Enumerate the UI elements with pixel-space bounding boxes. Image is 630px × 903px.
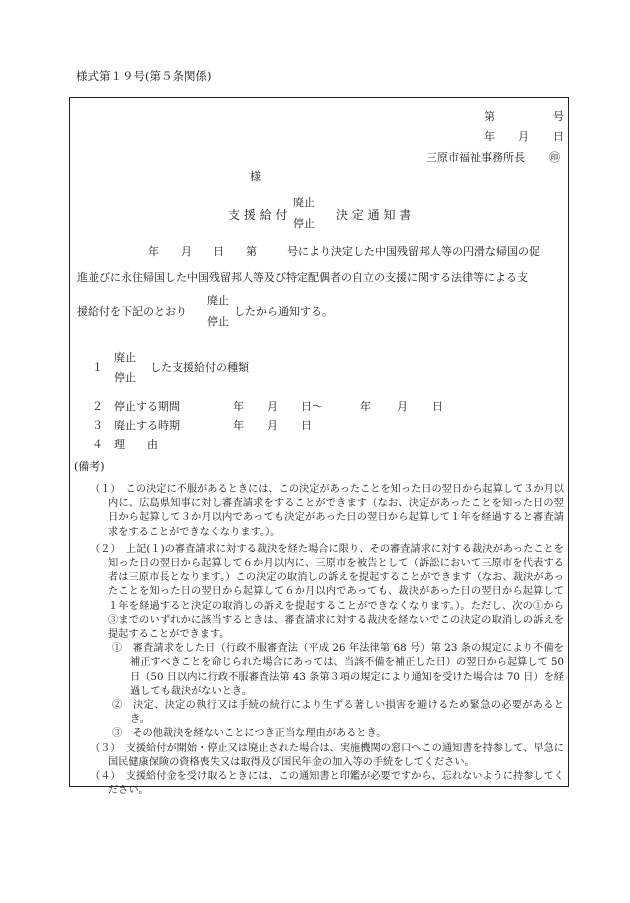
- notes-heading: (備考): [74, 460, 105, 473]
- item4-label: 理 由: [114, 438, 158, 451]
- notice-form-box: [69, 97, 569, 797]
- date-year: 年: [484, 130, 495, 143]
- issuer-name: 三原市福祉事務所長: [426, 151, 525, 164]
- item2-label: 停止する期間: [114, 400, 180, 413]
- number-dai: 第: [484, 110, 495, 123]
- item2-day: 日～: [301, 400, 323, 413]
- item3-number: ３: [92, 419, 103, 432]
- note-3: （３） 支援給付が開始・停止又は廃止された場合は、実施機関の窓口へこの通知書を持参して、早急に国民健康保険の資格喪失又は取得及び国民年金の加入等の手続をしてください。: [90, 742, 564, 768]
- item3-day: 日: [301, 419, 312, 432]
- number-go: 号: [553, 110, 564, 123]
- recipient-sama: 様: [250, 170, 261, 183]
- body-day: 日: [213, 245, 224, 258]
- note-2-item-2: ② 決定、決定の執行又は手続の続行により生ずる著しい損害を避けるため緊急の必要があるとき。: [112, 700, 564, 726]
- item2-number: ２: [92, 400, 103, 413]
- body-line1-rest: 号により決定した中国残留邦人等の円滑な帰国の促: [287, 245, 540, 258]
- seal-mark: ㊞: [549, 151, 560, 164]
- body-haishi: 廃止: [207, 294, 229, 307]
- item1-haishi: 廃止: [114, 351, 136, 364]
- item2-year: 年: [233, 400, 244, 413]
- note-1: （１） この決定に不服があるときには、この決定があったことを知った日の翌日から起算して３か月以内に、広島県知事に対し審査請求をすることができます（なお、決定があったことを知った日の翌日から起算して３か月以内であっても決定があった日の翌日から起算して１年を経過すると審査請求をすることができなくなります。）。: [90, 484, 564, 538]
- body-dai: 第: [246, 245, 257, 258]
- date-month: 月: [518, 130, 529, 143]
- title-haishi: 廃止: [293, 196, 315, 209]
- item3-year: 年: [233, 419, 244, 432]
- item1-text: した支援給付の種類: [150, 361, 249, 374]
- note-2-item-1: ① 審査請求をした日（行政不服審査法（平成 26 年法律第 68 号）第 23 条の規定により不備を補正すべきことを命じられた場合にあっては、当該不備を補正した日）の翌日から起算して 50 日（50 日以内に行政不服審査法第 43 条第３項の規定により通知を受けた場合は 70 日）を経過しても裁決がないとき。: [112, 643, 564, 697]
- body-month: 月: [181, 245, 192, 258]
- date-day: 日: [553, 130, 564, 143]
- item3-label: 廃止する時期: [114, 419, 180, 432]
- body-line2: 進並びに永住帰国した中国残留邦人等及び特定配偶者の自立の支援に関する法律等による支: [77, 271, 528, 284]
- body-teishi: 停止: [207, 315, 229, 328]
- item1-teishi: 停止: [114, 371, 136, 384]
- title-teishi: 停止: [293, 217, 315, 230]
- item1-number: １: [92, 361, 103, 374]
- item3-month: 月: [267, 419, 278, 432]
- item2-month2: 月: [397, 400, 408, 413]
- note-4: （４） 支援給付金を受け取るときには、この通知書と印鑑が必要ですから、忘れないように持参してください。: [90, 771, 564, 797]
- body-line3-pre: 援給付を下記のとおり: [77, 305, 187, 318]
- body-year: 年: [148, 245, 159, 258]
- notes-section: [78, 483, 564, 798]
- note-2: （２） 上記(１)の審査請求に対する裁決を経た場合に限り、その審査請求に対する裁決があったことを知った日の翌日から起算して６か月以内に、三原市を被告として（訴訟において三原市を代表する者は三原市長となります。）この決定の取消しの訴えを提起することができます（なお、裁決があったことを知った日の翌日から起算して６か月以内であっても、裁決があった日の翌日から起算して１年を経過すると決定の取消しの訴えを提起することができなくなります。）。ただし、次の①から③までのいずれかに該当するときは、審査請求に対する裁決を経ないでこの決定の取消しの訴えを提起することができます。: [90, 543, 564, 641]
- item4-number: ４: [92, 438, 103, 451]
- body-line3-post: したから通知する。: [234, 305, 333, 318]
- note-2-item-3: ③ その他裁決を経ないことにつき正当な理由があるとき。: [112, 728, 387, 740]
- item2-day2: 日: [432, 400, 443, 413]
- item2-year2: 年: [360, 400, 371, 413]
- title-suffix: 決 定 通 知 書: [336, 208, 412, 222]
- title-prefix: 支 援 給 付: [228, 208, 288, 222]
- item2-month: 月: [267, 400, 278, 413]
- form-number-label: 様式第１９号(第５条関係): [76, 69, 212, 83]
